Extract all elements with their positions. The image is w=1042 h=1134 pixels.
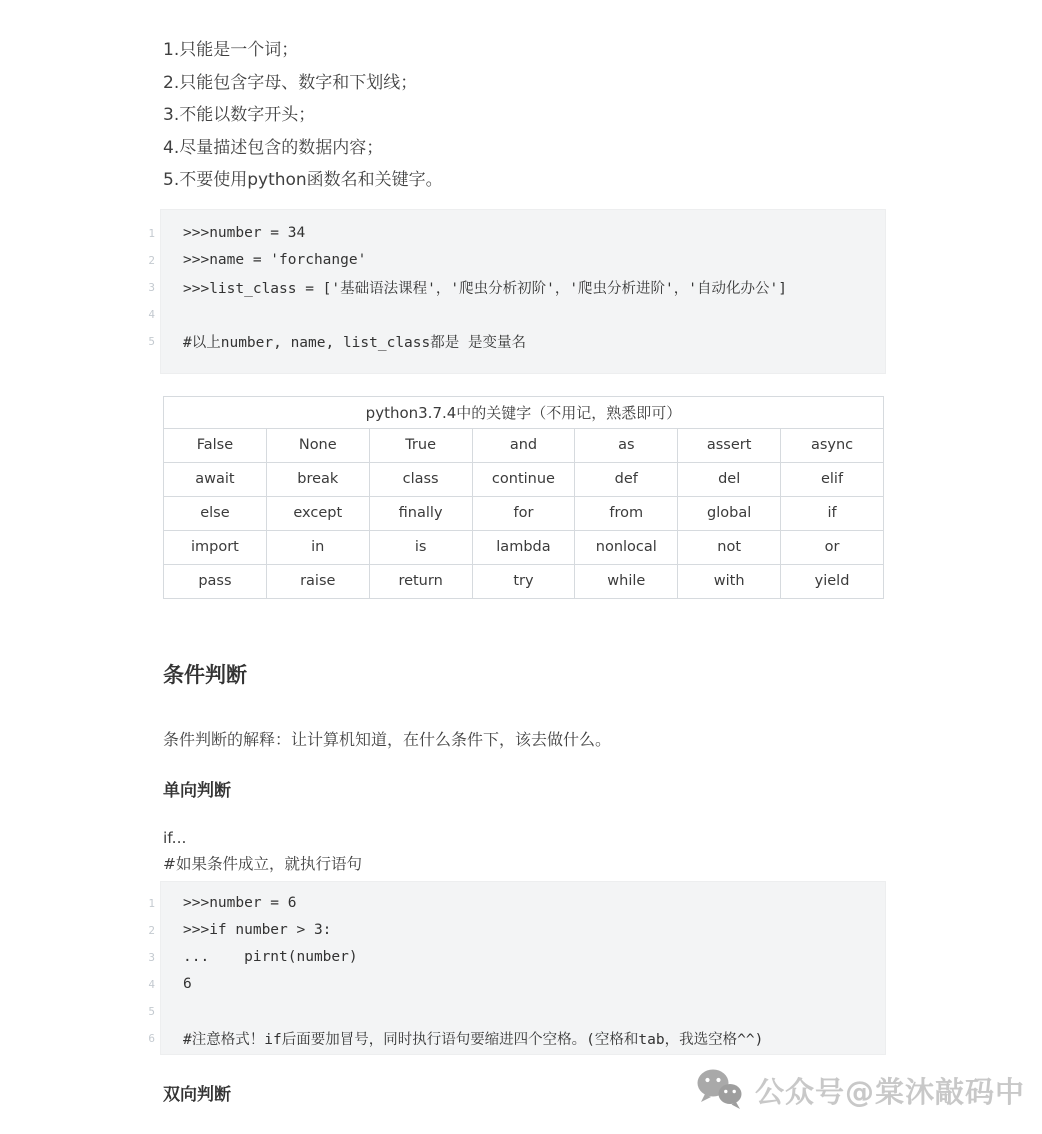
code-line	[148, 971, 885, 998]
if-comment-line: #如果条件成立，就执行语句	[163, 854, 362, 873]
keyword-cell: del	[678, 462, 781, 496]
keyword-cell: elif	[781, 462, 884, 496]
code-text: 6	[183, 976, 192, 992]
code-line	[148, 998, 885, 1025]
table-row	[164, 496, 884, 530]
code-text: ... pirnt(number)	[183, 949, 358, 965]
code-block-variables	[148, 209, 886, 374]
keyword-cell: async	[781, 428, 884, 462]
table-row	[164, 462, 884, 496]
keyword-cell: break	[266, 462, 369, 496]
keyword-cell: for	[472, 496, 575, 530]
line-number: 5	[148, 334, 155, 348]
rule-item-5: 5.不要使用python函数名和关键字。	[163, 170, 443, 190]
table-row	[164, 428, 884, 462]
line-number: 5	[148, 1004, 155, 1018]
keyword-cell: except	[266, 496, 369, 530]
line-number: 3	[148, 280, 155, 294]
keyword-cell: and	[472, 428, 575, 462]
code-line	[148, 328, 885, 355]
keyword-cell: return	[369, 564, 472, 598]
code-text: >>>number = 34	[183, 225, 306, 241]
watermark	[695, 1066, 1025, 1114]
code-text: >>>list_class = ['基础语法课程'，'爬虫分析初阶'，'爬虫分析进阶'，'自动化办公']	[183, 280, 787, 297]
watermark-text: 公众号@棠沐敲码中	[755, 1074, 1026, 1109]
sub-heading-one-way: 单向判断	[163, 780, 231, 801]
line-number: 6	[148, 1031, 155, 1045]
variable-naming-rules-list	[163, 0, 1042, 197]
keyword-cell: True	[369, 428, 472, 462]
code-line	[148, 220, 885, 247]
if-intro-block	[163, 825, 1042, 877]
code-line	[148, 1025, 885, 1052]
keyword-cell: if	[781, 496, 884, 530]
keyword-cell: yield	[781, 564, 884, 598]
keyword-cell: await	[164, 462, 267, 496]
code-text: >>>if number > 3:	[183, 922, 332, 938]
keyword-cell: finally	[369, 496, 472, 530]
line-number: 1	[148, 226, 155, 240]
keywords-table-title: python3.7.4中的关键字（不用记，熟悉即可）	[164, 396, 884, 428]
keyword-cell: False	[164, 428, 267, 462]
wechat-icon	[695, 1066, 745, 1114]
keyword-cell: lambda	[472, 530, 575, 564]
rule-item-2: 2.只能包含字母、数字和下划线；	[163, 72, 418, 93]
conditional-description: 条件判断的解释：让计算机知道，在什么条件下，该去做什么。	[163, 729, 612, 749]
keyword-cell: continue	[472, 462, 575, 496]
keyword-cell: is	[369, 530, 472, 564]
table-row	[164, 564, 884, 598]
keyword-cell: global	[678, 496, 781, 530]
code-block-if-example	[148, 881, 886, 1055]
table-row	[164, 530, 884, 564]
line-number: 3	[148, 950, 155, 964]
code-text: #以上number, name, list_class都是 是变量名	[183, 334, 526, 351]
table-title-row	[164, 396, 884, 428]
code-line	[148, 944, 885, 971]
rule-item-3: 3.不能以数字开头；	[163, 105, 316, 125]
section-heading-conditional: 条件判断	[163, 662, 247, 687]
code-line	[148, 301, 885, 328]
code-line	[148, 247, 885, 274]
code-text: >>>number = 6	[183, 895, 297, 911]
if-syntax-line: if...	[163, 828, 187, 847]
keyword-cell: nonlocal	[575, 530, 678, 564]
python-keywords-table	[163, 396, 884, 599]
keyword-cell: pass	[164, 564, 267, 598]
line-number: 2	[148, 253, 155, 267]
code-text: >>>name = 'forchange'	[183, 252, 367, 268]
rule-item-1: 1.只能是一个词；	[163, 40, 299, 60]
keyword-cell: def	[575, 462, 678, 496]
keyword-cell: while	[575, 564, 678, 598]
keyword-cell: raise	[266, 564, 369, 598]
line-number: 4	[148, 977, 155, 991]
keyword-cell: assert	[678, 428, 781, 462]
keyword-cell: try	[472, 564, 575, 598]
line-number: 1	[148, 896, 155, 910]
keyword-cell: else	[164, 496, 267, 530]
code-text: #注意格式！if后面要加冒号，同时执行语句要缩进四个空格。(空格和tab，我选空格^^)	[183, 1031, 764, 1048]
code-line	[148, 917, 885, 944]
keyword-cell: not	[678, 530, 781, 564]
keyword-cell: class	[369, 462, 472, 496]
keyword-cell: None	[266, 428, 369, 462]
rule-item-4: 4.尽量描述包含的数据内容；	[163, 137, 384, 158]
line-number: 2	[148, 923, 155, 937]
keyword-cell: import	[164, 530, 267, 564]
keyword-cell: with	[678, 564, 781, 598]
keyword-cell: as	[575, 428, 678, 462]
sub-heading-two-way: 双向判断	[163, 1084, 231, 1105]
keyword-cell: or	[781, 530, 884, 564]
keyword-cell: from	[575, 496, 678, 530]
code-line	[148, 890, 885, 917]
keyword-cell: in	[266, 530, 369, 564]
code-line	[148, 274, 885, 301]
line-number: 4	[148, 307, 155, 321]
